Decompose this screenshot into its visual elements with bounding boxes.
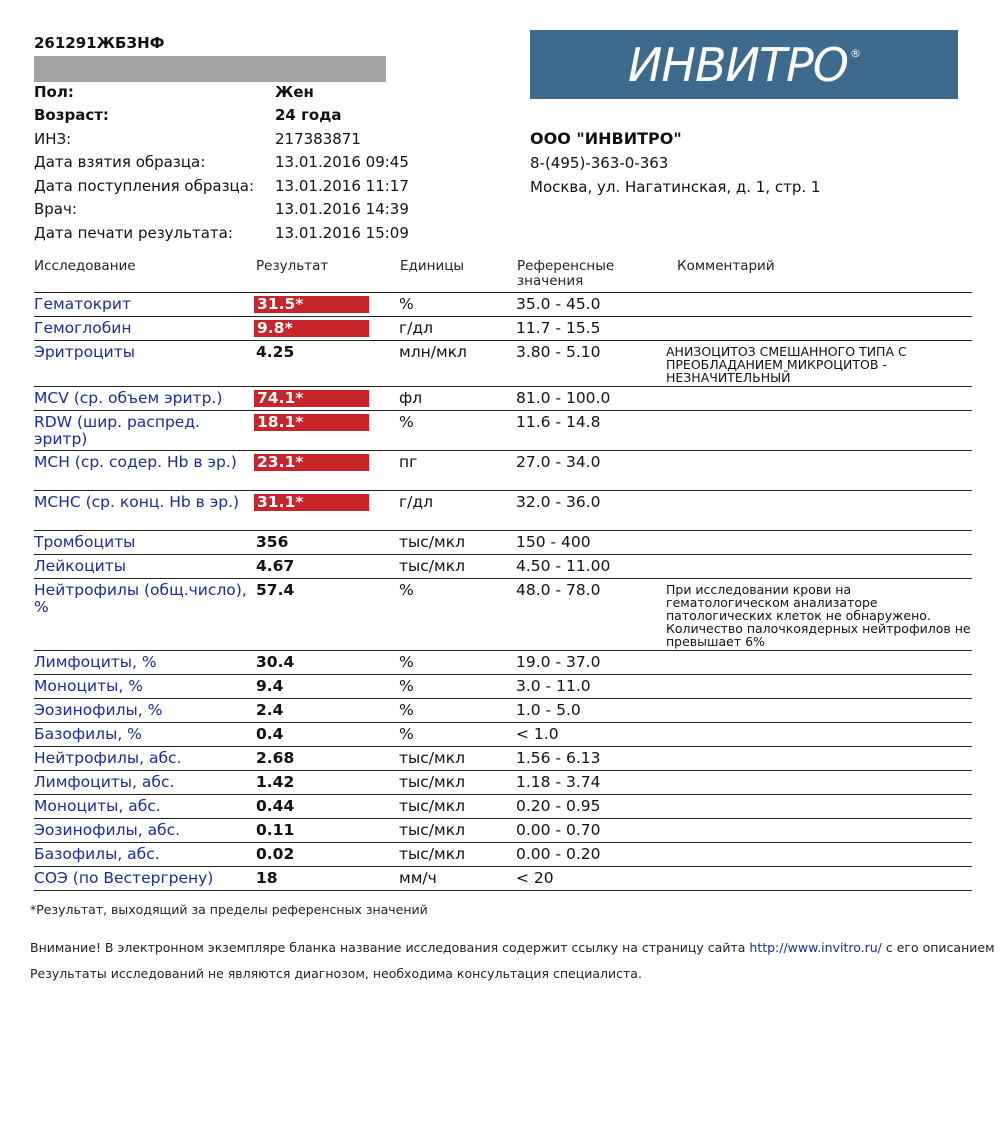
test-name-link[interactable]: Базофилы, % [34,723,254,747]
result-cell [254,579,399,651]
reference-cell: < 1.0 [516,723,666,747]
header-units: Единицы [400,258,465,274]
table-row [34,341,972,387]
units-cell: фл [399,387,516,411]
result-value: 4.25 [256,343,295,361]
redacted-patient-name [34,56,386,82]
logo-text: ИНВИТРО [627,37,848,92]
patient-value: 13.01.2016 14:39 [275,200,409,219]
table-row [34,819,972,843]
reference-cell: 27.0 - 34.0 [516,451,666,491]
reference-cell: 11.7 - 15.5 [516,317,666,341]
test-name-link[interactable]: RDW (шир. распред. эритр) [34,411,254,451]
test-name-link[interactable]: Моноциты, абс. [34,795,254,819]
reference-cell: 19.0 - 37.0 [516,651,666,675]
test-name-link[interactable]: MCHC (ср. конц. Hb в эр.) [34,491,254,531]
table-row [34,411,972,451]
result-cell [254,387,399,411]
test-name-link[interactable]: Эритроциты [34,341,254,387]
comment-cell [666,675,972,699]
units-cell: г/дл [399,317,516,341]
company-name: ООО "ИНВИТРО" [530,129,682,148]
test-name-link[interactable]: Нейтрофилы, абс. [34,747,254,771]
test-name-link[interactable]: Лимфоциты, абс. [34,771,254,795]
test-name-link[interactable]: MCH (ср. содер. Hb в эр.) [34,451,254,491]
comment-cell [666,699,972,723]
notice-line2: Результаты исследований не являются диагнозом, необходима консультация специалиста. [30,966,642,981]
reference-cell: 0.20 - 0.95 [516,795,666,819]
comment-cell [666,747,972,771]
result-value: 1.42 [256,773,295,791]
comment-cell [666,411,972,451]
table-row [34,723,972,747]
notice-text: Внимание! В электронном экземпляре бланка название исследования содержит ссылку на страницу сайта [30,940,746,955]
patient-value: 217383871 [275,129,361,148]
units-cell: г/дл [399,491,516,531]
table-row [34,675,972,699]
result-cell [254,293,399,317]
result-cell [254,843,399,867]
table-row [34,579,972,651]
result-value-flagged: 31.1* [254,494,369,511]
result-value-flagged: 31.5* [254,296,369,313]
result-cell [254,747,399,771]
units-cell: % [399,411,516,451]
table-row [34,531,972,555]
table-row [34,747,972,771]
test-name-link[interactable]: Эозинофилы, % [34,699,254,723]
test-name-link[interactable]: Лимфоциты, % [34,651,254,675]
units-cell: % [399,675,516,699]
result-cell [254,699,399,723]
comment-cell [666,867,972,891]
header-test: Исследование [34,258,136,274]
result-cell [254,651,399,675]
comment-cell [666,531,972,555]
units-cell: % [399,579,516,651]
table-row [34,867,972,891]
comment-cell [666,491,972,531]
result-cell [254,411,399,451]
reference-cell: < 20 [516,867,666,891]
reference-cell: 1.56 - 6.13 [516,747,666,771]
result-cell [254,317,399,341]
result-cell [254,795,399,819]
table-row [34,293,972,317]
patient-label: Возраст: [34,106,109,125]
comment-cell [666,555,972,579]
comment-cell [666,293,972,317]
patient-row [34,198,494,222]
result-value: 30.4 [256,653,295,671]
comment-cell: АНИЗОЦИТОЗ СМЕШАННОГО ТИПА С ПРЕОБЛАДАНИЕМ МИКРОЦИТОВ - НЕЗНАЧИТЕЛЬНЫЙ [666,341,972,387]
table-row [34,555,972,579]
result-value-flagged: 18.1* [254,414,369,431]
table-row [34,795,972,819]
result-cell [254,555,399,579]
comment-cell: При исследовании крови на гематологическом анализаторе патологических клеток не обнаружено. Количество палочкоядерных нейтрофилов не превышает 6% [666,579,972,651]
reference-cell: 0.00 - 0.70 [516,819,666,843]
result-cell [254,531,399,555]
units-cell: тыс/мкл [399,819,516,843]
company-address: Москва, ул. Нагатинская, д. 1, стр. 1 [530,178,821,196]
notice [30,935,995,987]
patient-info [34,80,494,245]
units-cell: мм/ч [399,867,516,891]
units-cell: тыс/мкл [399,843,516,867]
test-name-link[interactable]: Лейкоциты [34,555,254,579]
reference-cell: 35.0 - 45.0 [516,293,666,317]
header-reference [517,258,614,289]
footnote: *Результат, выходящий за пределы референсных значений [30,902,428,917]
result-value: 4.67 [256,557,295,575]
result-cell [254,341,399,387]
patient-value: 24 года [275,106,342,125]
patient-label: Дата поступления образца: [34,176,254,195]
result-value: 18 [256,869,278,887]
comment-cell [666,723,972,747]
table-row [34,317,972,341]
table-row [34,771,972,795]
test-name-link[interactable]: Базофилы, абс. [34,843,254,867]
comment-cell [666,795,972,819]
test-name-link[interactable]: Гематокрит [34,293,254,317]
table-row [34,699,972,723]
patient-label: Дата взятия образца: [34,153,206,172]
registered-mark: ® [850,47,860,60]
results-table [34,292,972,891]
reference-cell: 11.6 - 14.8 [516,411,666,451]
units-cell: % [399,699,516,723]
reference-cell: 1.18 - 3.74 [516,771,666,795]
reference-cell: 150 - 400 [516,531,666,555]
units-cell: тыс/мкл [399,747,516,771]
units-cell: тыс/мкл [399,531,516,555]
patient-value: Жен [275,82,314,101]
table-row [34,491,972,531]
units-cell: тыс/мкл [399,771,516,795]
test-name-link[interactable]: Гемоглобин [34,317,254,341]
patient-row [34,104,494,128]
reference-cell: 48.0 - 78.0 [516,579,666,651]
result-value: 2.4 [256,701,284,719]
patient-row [34,174,494,198]
table-row [34,651,972,675]
units-cell: тыс/мкл [399,555,516,579]
invitro-logo [530,30,958,99]
header-result: Результат [256,258,329,274]
header-comment: Комментарий [677,258,775,274]
units-cell: тыс/мкл [399,795,516,819]
comment-cell [666,843,972,867]
reference-cell: 32.0 - 36.0 [516,491,666,531]
units-cell: % [399,723,516,747]
result-cell [254,723,399,747]
comment-cell [666,651,972,675]
test-name-link[interactable]: Моноциты, % [34,675,254,699]
units-cell: % [399,293,516,317]
invitro-link[interactable]: http://www.invitro.ru/ [749,940,882,955]
patient-row [34,221,494,245]
reference-cell: 81.0 - 100.0 [516,387,666,411]
result-value: 2.68 [256,749,295,767]
result-value: 0.11 [256,821,295,839]
result-cell [254,675,399,699]
comment-cell [666,387,972,411]
reference-cell: 3.80 - 5.10 [516,341,666,387]
result-value: 9.4 [256,677,284,695]
reference-cell: 0.00 - 0.20 [516,843,666,867]
test-name-link[interactable]: MCV (ср. объем эритр.) [34,387,254,411]
result-value: 0.02 [256,845,295,863]
table-row [34,843,972,867]
notice-line1 [30,935,995,961]
test-name-link[interactable]: Нейтрофилы (общ.число), % [34,579,254,651]
comment-cell [666,317,972,341]
result-cell [254,771,399,795]
comment-cell [666,819,972,843]
units-cell: млн/мкл [399,341,516,387]
patient-label: Врач: [34,200,77,219]
result-value-flagged: 23.1* [254,454,369,471]
patient-label: ИНЗ: [34,129,72,148]
patient-value: 13.01.2016 11:17 [275,176,409,195]
test-name-link[interactable]: СОЭ (по Вестергрену) [34,867,254,891]
reference-cell: 1.0 - 5.0 [516,699,666,723]
patient-value: 13.01.2016 15:09 [275,223,409,242]
patient-row [34,127,494,151]
result-cell [254,867,399,891]
patient-value: 13.01.2016 09:45 [275,153,409,172]
result-value: 57.4 [256,581,295,599]
patient-row [34,151,494,175]
units-cell: % [399,651,516,675]
company-phone: 8-(495)-363-0-363 [530,154,669,172]
header-reference-line1: Референсные [517,258,615,274]
result-value: 0.4 [256,725,284,743]
result-cell [254,819,399,843]
reference-cell: 4.50 - 11.00 [516,555,666,579]
units-cell: пг [399,451,516,491]
test-name-link[interactable]: Эозинофилы, абс. [34,819,254,843]
result-value-flagged: 9.8* [254,320,369,337]
reference-cell: 3.0 - 11.0 [516,675,666,699]
result-cell [254,491,399,531]
patient-label: Пол: [34,82,74,101]
comment-cell [666,451,972,491]
result-value: 0.44 [256,797,295,815]
header-reference-line2: значения [517,273,584,289]
notice-text-end: с его описанием [885,940,995,955]
result-cell [254,451,399,491]
patient-label: Дата печати результата: [34,223,233,242]
document-id: 261291ЖБЗНФ [34,34,165,52]
table-row [34,451,972,491]
table-row [34,387,972,411]
result-value: 356 [256,533,289,551]
test-name-link[interactable]: Тромбоциты [34,531,254,555]
patient-row [34,80,494,104]
company-info [530,127,820,199]
comment-cell [666,771,972,795]
result-value-flagged: 74.1* [254,390,369,407]
